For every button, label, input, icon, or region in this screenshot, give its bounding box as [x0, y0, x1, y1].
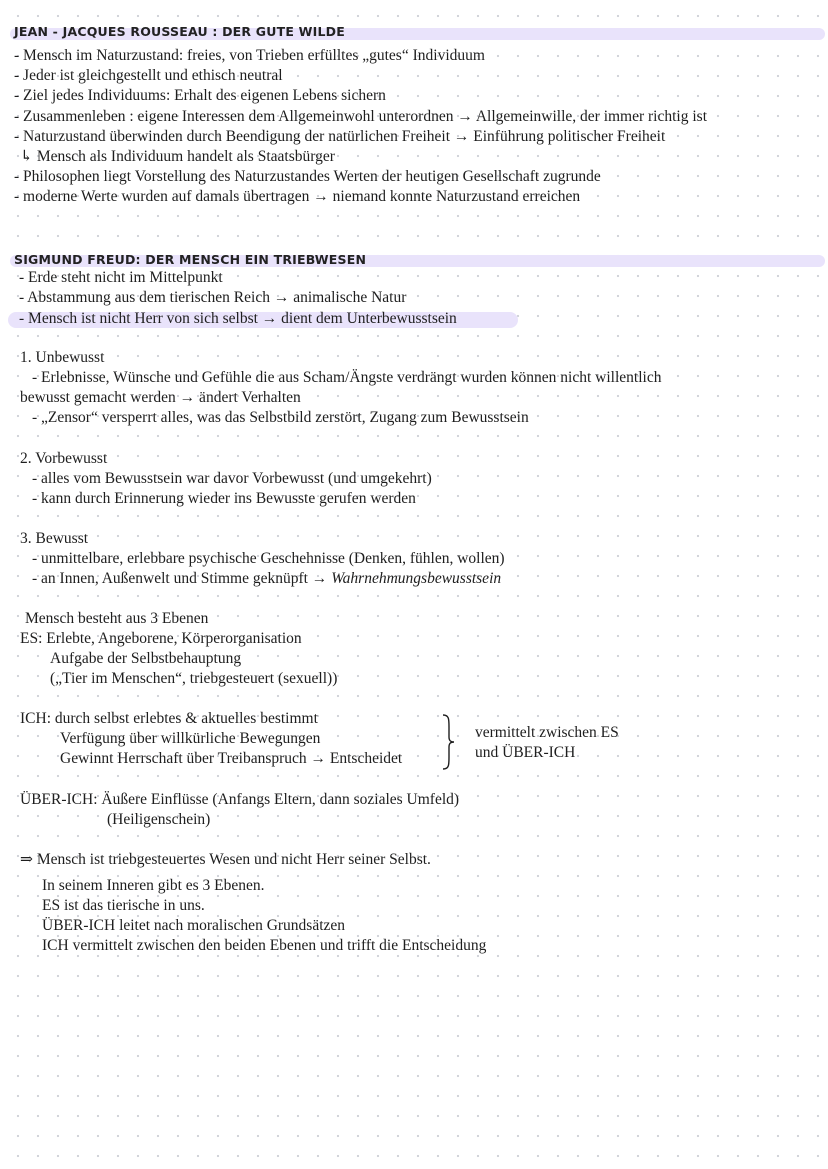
fazit-line: ÜBER-ICH leitet nach moralischen Grundsätzen — [42, 917, 346, 934]
ich-line: Gewinnt Herrschaft über Treibanspruch → Entscheidet — [60, 750, 403, 767]
es-line: Aufgabe der Selbstbehauptung — [50, 650, 242, 667]
fazit-line: ICH vermittelt zwischen den beiden Ebenen und trifft die Entscheidung — [42, 937, 487, 954]
rousseau-line: - Philosophen liegt Vorstellung des Naturzustandes Werten der heutigen Gesellschaft zugrunde — [14, 168, 601, 185]
unbewusst-line: bewusst gemacht werden → ändert Verhalten — [20, 389, 301, 406]
section-heading-freud: SIGMUND FREUD: DER MENSCH EIN TRIEBWESEN — [14, 252, 367, 267]
freud-intro-line: - Mensch ist nicht Herr von sich selbst → dient dem Unterbewusstsein — [19, 310, 457, 327]
es-line: ES: Erlebte, Angeborene, Körperorganisation — [20, 630, 302, 647]
ich-line: Verfügung über willkürliche Bewegungen — [60, 730, 321, 747]
rousseau-subline: ↳ Mensch als Individuum handelt als Staatsbürger — [20, 148, 335, 165]
curly-brace-icon — [441, 713, 455, 771]
ich-note-line: und ÜBER-ICH — [475, 744, 576, 761]
bewusst-line — [32, 569, 501, 589]
freud-intro-line: - Erde steht nicht im Mittelpunkt — [19, 269, 223, 286]
unbewusst-line: - Erlebnisse, Wünsche und Gefühle die aus Scham/Ängste verdrängt wurden können nicht willentlich — [32, 369, 662, 386]
rousseau-line: - Mensch im Naturzustand: freies, von Trieben erfülltes „gutes“ Individuum — [14, 47, 485, 64]
unbewusst-line: - „Zensor“ versperrt alles, was das Selbstbild zerstört, Zugang zum Bewusstsein — [32, 409, 529, 426]
fazit-line: In seinem Inneren gibt es 3 Ebenen. — [42, 877, 265, 894]
fazit-line: ES ist das tierische in uns. — [42, 897, 205, 914]
rousseau-line: - Ziel jedes Individuums: Erhalt des eigenen Lebens sichern — [14, 87, 386, 104]
es-line: („Tier im Menschen“, triebgesteuert (sexuell)) — [50, 670, 338, 687]
unbewusst-title: 1. Unbewusst — [20, 349, 105, 366]
vorbewusst-title: 2. Vorbewusst — [20, 450, 108, 467]
rousseau-line: - moderne Werte wurden auf damals übertragen → niemand konnte Naturzustand erreichen — [14, 188, 581, 205]
vorbewusst-line: - kann durch Erinnerung wieder ins Bewusste gerufen werden — [32, 490, 416, 507]
rousseau-line: - Naturzustand überwinden durch Beendigung der natürlichen Freiheit → Einführung politischer Freiheit — [14, 128, 666, 145]
bewusst-title: 3. Bewusst — [20, 530, 89, 547]
rousseau-line: - Jeder ist gleichgestellt und ethisch neutral — [14, 67, 283, 84]
section-heading-rousseau: JEAN - JACQUES ROUSSEAU : DER GUTE WILDE — [14, 24, 345, 39]
ich-note-line: vermittelt zwischen ES — [475, 724, 619, 741]
ueber-ich-line: ÜBER-ICH: Äußere Einflüsse (Anfangs Eltern, dann soziales Umfeld) — [20, 791, 460, 808]
bewusst-line-term: Wahrnehmungsbewusstsein — [331, 570, 502, 587]
ueber-ich-line: (Heiligenschein) — [107, 811, 211, 828]
freud-intro-line: - Abstammung aus dem tierischen Reich → animalische Natur — [19, 289, 407, 306]
rousseau-line: - Zusammenleben : eigene Interessen dem Allgemeinwohl unterordnen → Allgemeinwille, der immer richtig ist — [14, 108, 708, 125]
fazit-headline: ⇒ Mensch ist triebgesteuertes Wesen und nicht Herr seiner Selbst. — [20, 851, 431, 868]
bewusst-line: - unmittelbare, erlebbare psychische Geschehnisse (Denken, fühlen, wollen) — [32, 550, 505, 567]
bewusst-line-text: - an Innen, Außenwelt und Stimme geknüpft → — [32, 570, 332, 587]
vorbewusst-line: - alles vom Bewusstsein war davor Vorbewusst (und umgekehrt) — [32, 470, 432, 487]
ich-line: ICH: durch selbst erlebtes & aktuelles bestimmt — [20, 710, 318, 727]
ebenen-intro: Mensch besteht aus 3 Ebenen — [25, 610, 209, 627]
